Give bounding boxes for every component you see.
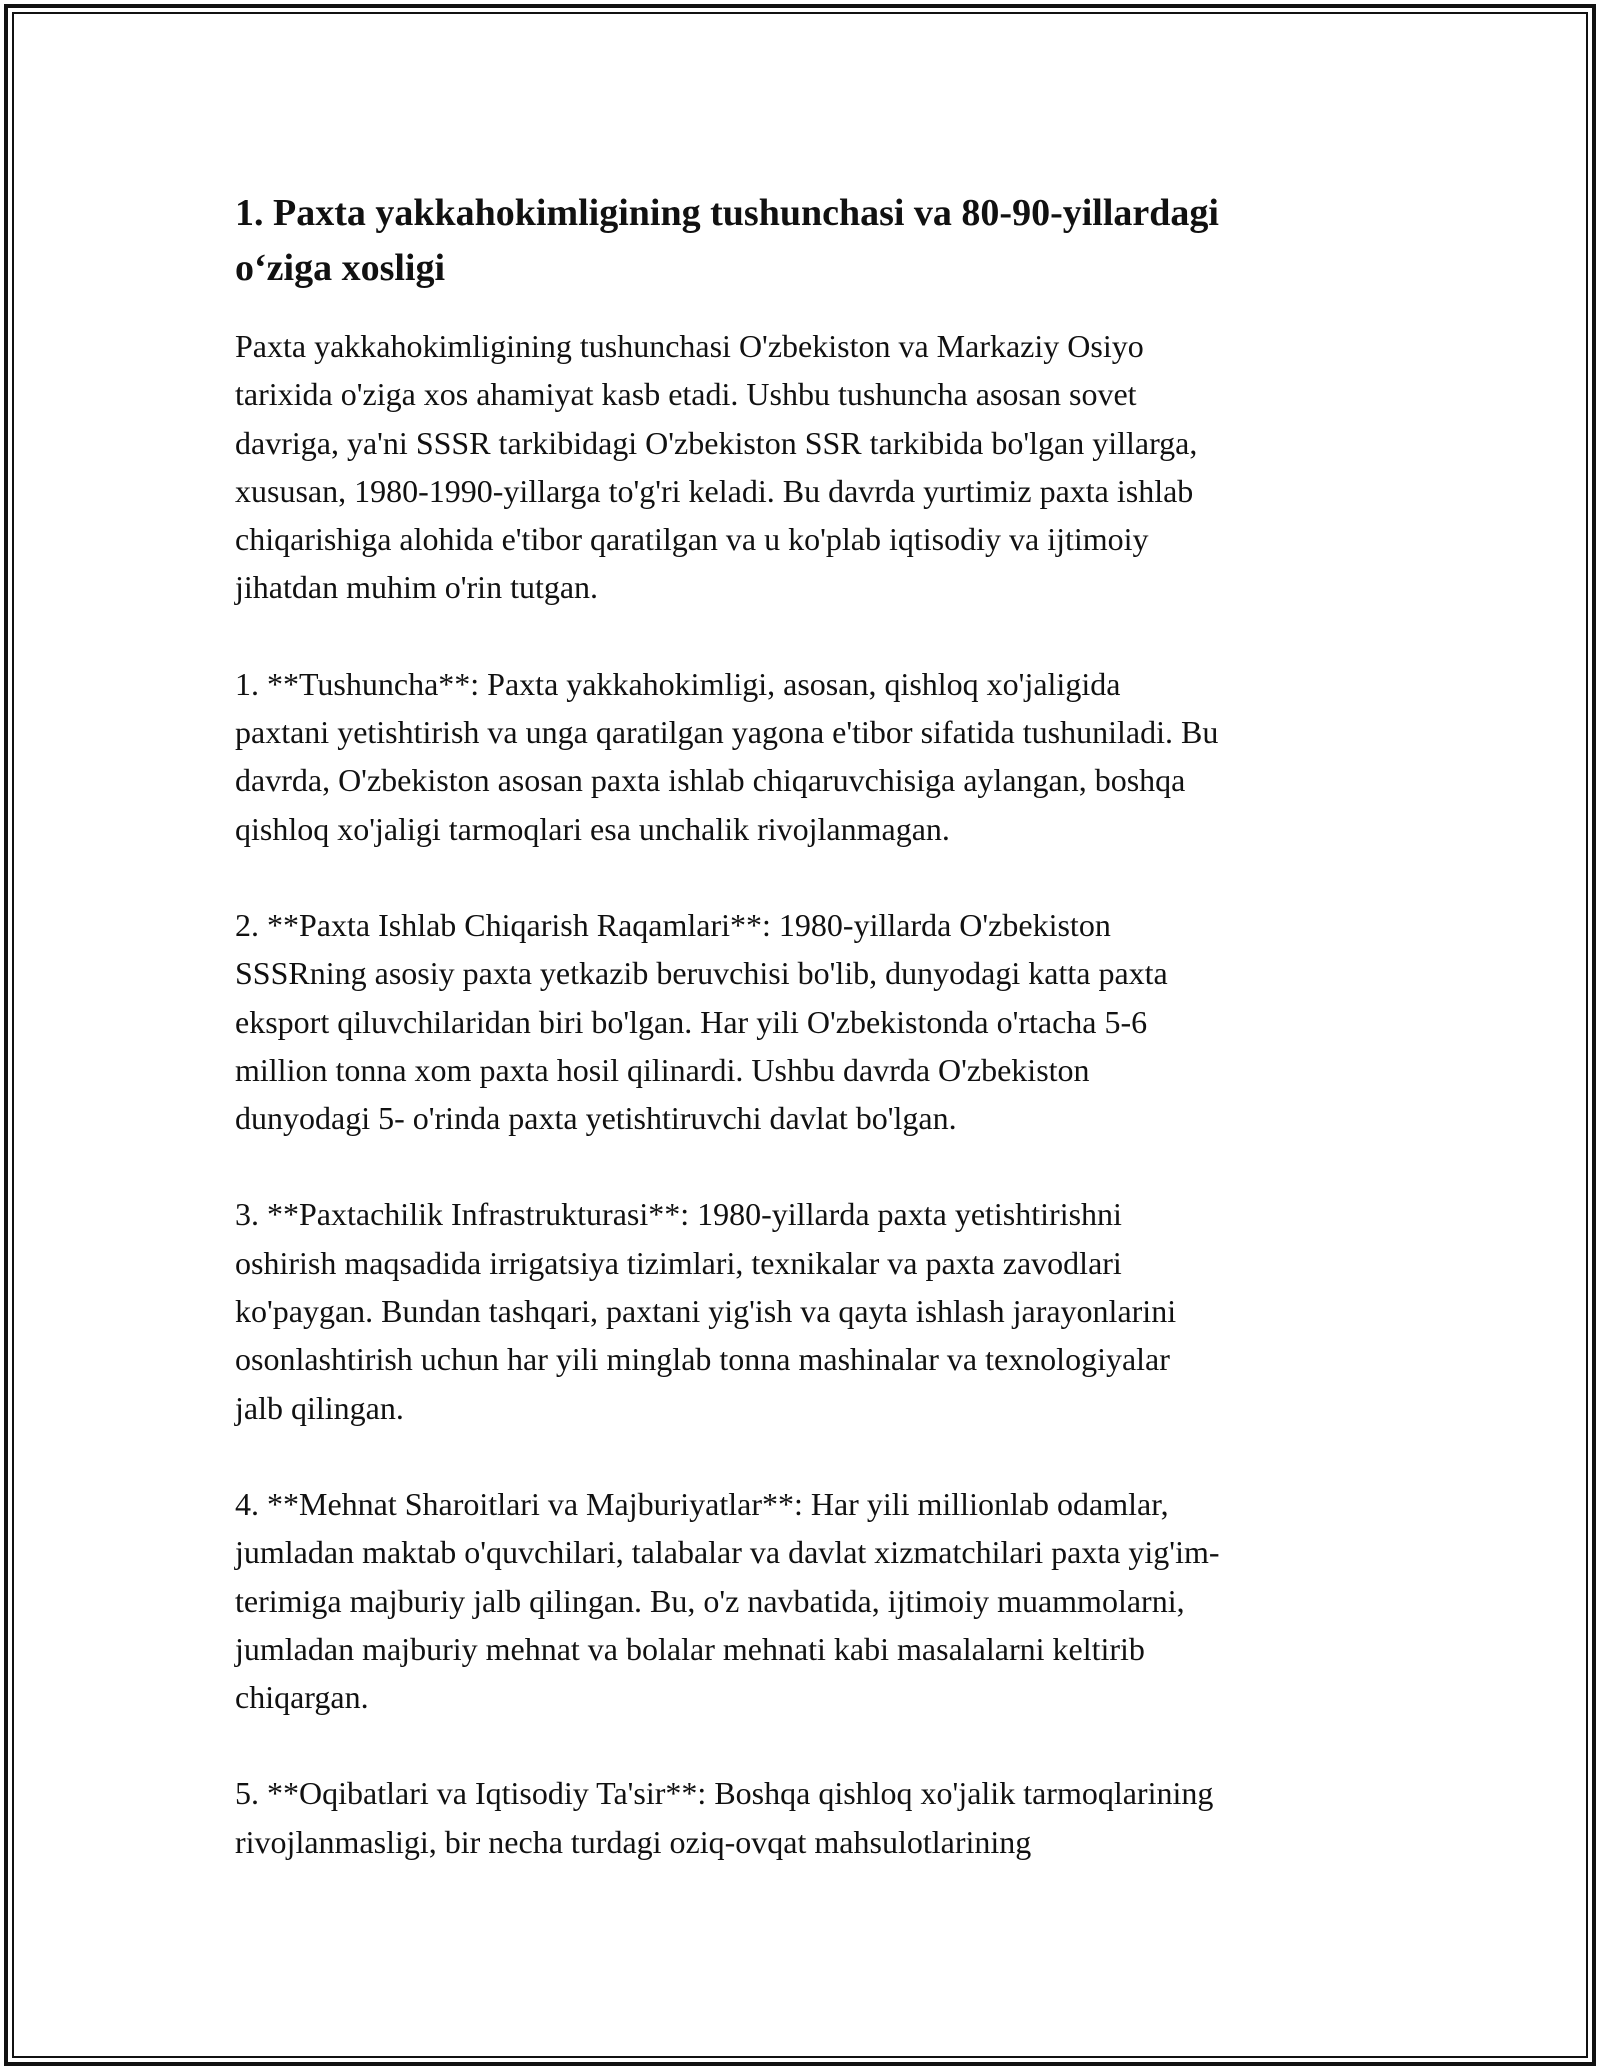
- intro-paragraph: [235, 322, 1375, 612]
- text-line: 5. **Oqibatlari va Iqtisodiy Ta'sir**: Boshqa qishloq xo'jalik tarmoqlarining: [235, 1775, 1214, 1812]
- text-line: jihatdan muhim o'rin tutgan.: [235, 569, 599, 606]
- text-line: jalb qilingan.: [235, 1389, 404, 1426]
- text-line: Paxta yakkahokimligining tushunchasi O'zbekiston va Markaziy Osiyo: [235, 328, 1144, 364]
- heading-line: 1. Paxta yakkahokimligining tushunchasi va 80-90-yillardagi: [235, 192, 1219, 234]
- document-body: [235, 186, 1375, 1914]
- text-line: chiqarishiga alohida e'tibor qaratilgan va u ko'plab iqtisodiy va ijtimoiy: [235, 521, 1149, 558]
- document-heading: [235, 186, 1375, 296]
- list-item-raqamlar: [235, 901, 1375, 1142]
- text-line: chiqargan.: [235, 1679, 369, 1716]
- text-line: SSSRning asosiy paxta yetkazib beruvchisi bo'lib, dunyodagi katta paxta: [235, 955, 1168, 992]
- text-line: 1. **Tushuncha**: Paxta yakkahokimligi, asosan, qishloq xo'jaligida: [235, 665, 1121, 702]
- text-line: osonlashtirish uchun har yili minglab tonna mashinalar va texnologiyalar: [235, 1341, 1170, 1378]
- text-line: oshirish maqsadida irrigatsiya tizimlari, texnikalar va paxta zavodlari: [235, 1244, 1122, 1281]
- text-line: million tonna xom paxta hosil qilinardi. Ushbu davrda O'zbekiston: [235, 1051, 1090, 1088]
- text-line: 2. **Paxta Ishlab Chiqarish Raqamlari**: 1980-yillarda O'zbekiston: [235, 906, 1111, 943]
- list-item-oqibatlar: [235, 1769, 1375, 1866]
- text-line: jumladan maktab o'quvchilari, talabalar va davlat xizmatchilari paxta yig'im-: [235, 1534, 1220, 1571]
- text-line: rivojlanmasligi, bir necha turdagi oziq-ovqat mahsulotlarining: [235, 1823, 1032, 1860]
- list-item-tushuncha: [235, 660, 1375, 853]
- text-line: davriga, ya'ni SSSR tarkibidagi O'zbekiston SSR tarkibida bo'lgan yillarga,: [235, 424, 1198, 461]
- text-line: xususan, 1980-1990-yillarga to'g'ri keladi. Bu davrda yurtimiz paxta ishlab: [235, 472, 1194, 509]
- text-line: eksport qiluvchilaridan biri bo'lgan. Har yili O'zbekistonda o'rtacha 5-6: [235, 1003, 1148, 1040]
- text-line: qishloq xo'jaligi tarmoqlari esa unchalik rivojlanmagan.: [235, 810, 950, 847]
- text-line: 3. **Paxtachilik Infrastrukturasi**: 1980-yillarda paxta yetishtirishni: [235, 1196, 1122, 1233]
- text-line: jumladan majburiy mehnat va bolalar mehnati kabi masalalarni keltirib: [235, 1630, 1145, 1667]
- text-line: 4. **Mehnat Sharoitlari va Majburiyatlar**: Har yili millionlab odamlar,: [235, 1485, 1169, 1522]
- text-line: tarixida o'ziga xos ahamiyat kasb etadi. Ushbu tushuncha asosan sovet: [235, 376, 1137, 413]
- list-item-mehnat: [235, 1480, 1375, 1721]
- text-line: terimiga majburiy jalb qilingan. Bu, o'z navbatida, ijtimoiy muammolarni,: [235, 1582, 1185, 1619]
- list-item-infrastruktura: [235, 1190, 1375, 1431]
- text-line: dunyodagi 5- o'rinda paxta yetishtiruvchi davlat bo'lgan.: [235, 1100, 957, 1137]
- text-line: paxtani yetishtirish va unga qaratilgan yagona e'tibor sifatida tushuniladi. Bu: [235, 714, 1219, 751]
- heading-line: o‘ziga xosligi: [235, 247, 446, 289]
- text-line: davrda, O'zbekiston asosan paxta ishlab chiqaruvchisiga aylangan, boshqa: [235, 762, 1186, 799]
- text-line: ko'paygan. Bundan tashqari, paxtani yig'ish va qayta ishlash jarayonlarini: [235, 1293, 1177, 1330]
